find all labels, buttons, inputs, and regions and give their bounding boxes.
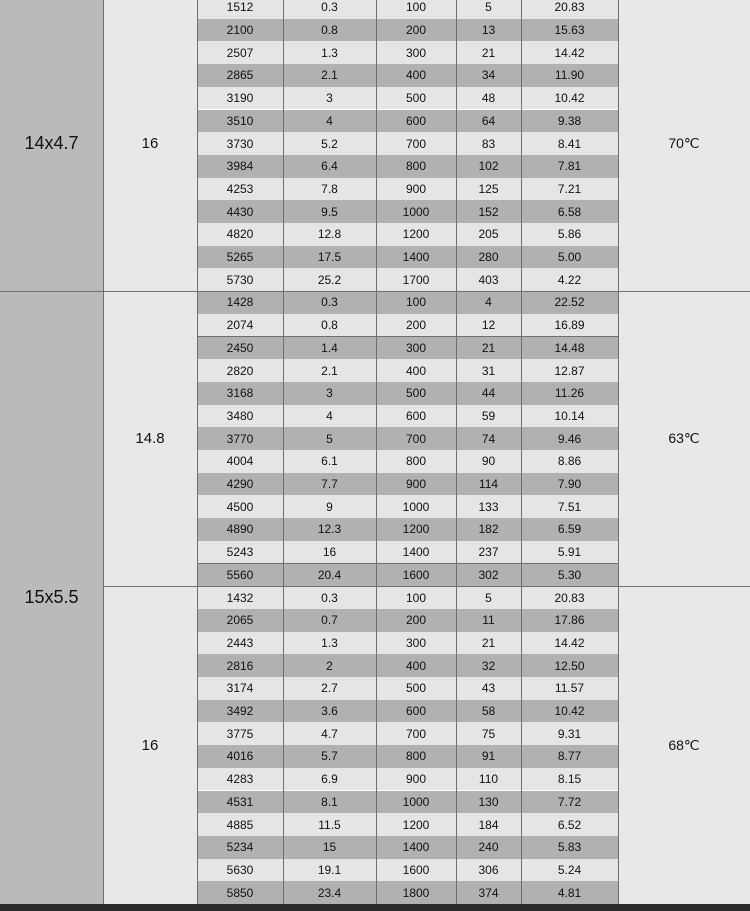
data-col-5-cell: 7.90	[521, 473, 618, 496]
data-col-1-cell: 4531	[197, 791, 283, 814]
data-col-3-cell: 200	[376, 19, 456, 42]
data-col-1-cell: 1428	[197, 291, 283, 314]
data-col-5-cell: 6.52	[521, 813, 618, 836]
data-col-3-cell: 700	[376, 427, 456, 450]
data-col-1-cell: 3510	[197, 110, 283, 133]
data-col-5-cell: 9.38	[521, 110, 618, 133]
data-col-2-cell: 4	[283, 110, 376, 133]
data-col-4-cell: 302	[456, 564, 521, 587]
data-col-4-cell: 403	[456, 268, 521, 291]
data-col-4-cell: 83	[456, 132, 521, 155]
data-col-2-cell: 2.1	[283, 359, 376, 382]
data-col-4-cell: 130	[456, 791, 521, 814]
data-col-4-cell: 21	[456, 41, 521, 64]
data-col-2-cell: 2.1	[283, 64, 376, 87]
data-col-3-cell: 100	[376, 0, 456, 19]
data-col-5-cell: 20.83	[521, 0, 618, 19]
data-col-1-cell: 4004	[197, 450, 283, 473]
voltage-cell: 16	[103, 586, 197, 904]
data-col-3-cell: 1700	[376, 268, 456, 291]
data-col-3-cell: 500	[376, 87, 456, 110]
data-col-1-cell: 4290	[197, 473, 283, 496]
group-separator	[0, 291, 750, 292]
data-col-2-cell: 4	[283, 405, 376, 428]
data-col-2-cell: 25.2	[283, 268, 376, 291]
data-col-2-cell: 23.4	[283, 881, 376, 904]
data-col-2-cell: 2.7	[283, 677, 376, 700]
data-col-3-cell: 1000	[376, 200, 456, 223]
data-col-3-cell: 200	[376, 609, 456, 632]
data-col-5-cell: 4.81	[521, 881, 618, 904]
data-col-2-cell: 12.8	[283, 223, 376, 246]
data-col-1-cell: 4890	[197, 518, 283, 541]
data-col-3-cell: 500	[376, 677, 456, 700]
data-col-3-cell: 1200	[376, 813, 456, 836]
data-col-5-cell: 11.26	[521, 382, 618, 405]
data-col-5-cell: 10.42	[521, 87, 618, 110]
data-col-2-cell: 8.1	[283, 791, 376, 814]
data-col-5-cell: 12.87	[521, 359, 618, 382]
data-col-3-cell: 300	[376, 41, 456, 64]
data-col-5-cell: 22.52	[521, 291, 618, 314]
data-col-1-cell: 4500	[197, 495, 283, 518]
data-col-4-cell: 280	[456, 246, 521, 269]
data-col-2-cell: 17.5	[283, 246, 376, 269]
data-col-2-cell: 0.3	[283, 0, 376, 19]
data-col-1-cell: 4253	[197, 178, 283, 201]
data-col-5-cell: 5.83	[521, 836, 618, 859]
data-col-5-cell: 7.51	[521, 495, 618, 518]
data-col-3-cell: 600	[376, 405, 456, 428]
data-col-1-cell: 4885	[197, 813, 283, 836]
data-col-2-cell: 0.3	[283, 291, 376, 314]
data-col-5-cell: 8.77	[521, 745, 618, 768]
temperature-cell: 70℃	[618, 0, 750, 291]
data-col-1-cell: 4283	[197, 768, 283, 791]
data-col-4-cell: 75	[456, 722, 521, 745]
data-col-3-cell: 1200	[376, 518, 456, 541]
data-col-5-cell: 15.63	[521, 19, 618, 42]
data-col-3-cell: 900	[376, 178, 456, 201]
data-col-1-cell: 3480	[197, 405, 283, 428]
data-col-5-cell: 6.58	[521, 200, 618, 223]
data-col-5-cell: 14.42	[521, 632, 618, 655]
data-col-4-cell: 90	[456, 450, 521, 473]
data-col-5-cell: 4.22	[521, 268, 618, 291]
data-col-2-cell: 12.3	[283, 518, 376, 541]
data-col-1-cell: 2443	[197, 632, 283, 655]
data-col-5-cell: 5.30	[521, 564, 618, 587]
data-col-4-cell: 43	[456, 677, 521, 700]
data-col-4-cell: 125	[456, 178, 521, 201]
data-col-3-cell: 900	[376, 473, 456, 496]
data-col-1-cell: 3984	[197, 155, 283, 178]
data-col-3-cell: 400	[376, 359, 456, 382]
data-col-1-cell: 5630	[197, 859, 283, 882]
data-col-4-cell: 21	[456, 337, 521, 360]
data-col-5-cell: 8.86	[521, 450, 618, 473]
data-col-4-cell: 184	[456, 813, 521, 836]
data-col-2-cell: 6.1	[283, 450, 376, 473]
data-col-5-cell: 16.89	[521, 314, 618, 337]
data-col-4-cell: 21	[456, 632, 521, 655]
data-col-1-cell: 2507	[197, 41, 283, 64]
data-col-1-cell: 3190	[197, 87, 283, 110]
data-col-1-cell: 5560	[197, 564, 283, 587]
data-col-1-cell: 3174	[197, 677, 283, 700]
column-separator	[618, 0, 619, 904]
data-col-4-cell: 205	[456, 223, 521, 246]
data-col-4-cell: 32	[456, 654, 521, 677]
data-col-4-cell: 240	[456, 836, 521, 859]
data-col-3-cell: 1800	[376, 881, 456, 904]
column-separator	[376, 0, 377, 904]
data-col-2-cell: 9.5	[283, 200, 376, 223]
data-col-4-cell: 374	[456, 881, 521, 904]
data-col-1-cell: 1432	[197, 586, 283, 609]
data-col-4-cell: 11	[456, 609, 521, 632]
data-col-2-cell: 5.2	[283, 132, 376, 155]
data-col-3-cell: 1200	[376, 223, 456, 246]
data-col-5-cell: 10.14	[521, 405, 618, 428]
data-col-2-cell: 11.5	[283, 813, 376, 836]
data-col-3-cell: 700	[376, 722, 456, 745]
data-col-1-cell: 3492	[197, 700, 283, 723]
data-col-5-cell: 8.15	[521, 768, 618, 791]
model-cell: 15x5.5	[0, 291, 103, 904]
column-separator	[521, 0, 522, 904]
voltage-cell: 16	[103, 0, 197, 291]
data-col-3-cell: 900	[376, 768, 456, 791]
data-col-5-cell: 17.86	[521, 609, 618, 632]
column-separator	[456, 0, 457, 904]
data-col-1-cell: 4430	[197, 200, 283, 223]
data-col-4-cell: 12	[456, 314, 521, 337]
data-col-3-cell: 1600	[376, 859, 456, 882]
data-col-5-cell: 5.86	[521, 223, 618, 246]
data-col-5-cell: 5.00	[521, 246, 618, 269]
data-col-5-cell: 5.24	[521, 859, 618, 882]
data-col-2-cell: 3	[283, 382, 376, 405]
data-col-5-cell: 9.31	[521, 722, 618, 745]
data-col-1-cell: 2816	[197, 654, 283, 677]
temperature-cell: 63℃	[618, 291, 750, 586]
data-col-5-cell: 5.91	[521, 541, 618, 564]
data-col-2-cell: 0.3	[283, 586, 376, 609]
data-col-3-cell: 300	[376, 632, 456, 655]
data-col-2-cell: 0.8	[283, 314, 376, 337]
data-col-2-cell: 16	[283, 541, 376, 564]
data-col-2-cell: 3.6	[283, 700, 376, 723]
data-col-5-cell: 20.83	[521, 586, 618, 609]
data-col-1-cell: 3775	[197, 722, 283, 745]
data-col-5-cell: 8.41	[521, 132, 618, 155]
data-col-3-cell: 200	[376, 314, 456, 337]
data-col-4-cell: 64	[456, 110, 521, 133]
data-col-2-cell: 1.3	[283, 632, 376, 655]
data-col-1-cell: 4820	[197, 223, 283, 246]
data-col-2-cell: 2	[283, 654, 376, 677]
temperature-cell: 68℃	[618, 586, 750, 904]
data-col-3-cell: 300	[376, 337, 456, 360]
data-col-5-cell: 7.81	[521, 155, 618, 178]
data-col-2-cell: 15	[283, 836, 376, 859]
data-col-2-cell: 9	[283, 495, 376, 518]
data-col-4-cell: 48	[456, 87, 521, 110]
data-col-4-cell: 5	[456, 586, 521, 609]
data-col-5-cell: 14.42	[521, 41, 618, 64]
data-col-1-cell: 3730	[197, 132, 283, 155]
data-col-1-cell: 1512	[197, 0, 283, 19]
data-col-4-cell: 306	[456, 859, 521, 882]
data-col-1-cell: 4016	[197, 745, 283, 768]
data-col-4-cell: 110	[456, 768, 521, 791]
bottom-border-bar	[0, 904, 750, 911]
subgroup-separator	[103, 586, 750, 587]
data-col-4-cell: 74	[456, 427, 521, 450]
model-cell: 14x4.7	[0, 0, 103, 291]
data-col-2-cell: 1.3	[283, 41, 376, 64]
data-col-3-cell: 100	[376, 291, 456, 314]
data-col-4-cell: 58	[456, 700, 521, 723]
data-col-4-cell: 102	[456, 155, 521, 178]
data-col-2-cell: 0.7	[283, 609, 376, 632]
data-col-2-cell: 5.7	[283, 745, 376, 768]
data-col-4-cell: 182	[456, 518, 521, 541]
data-col-1-cell: 3168	[197, 382, 283, 405]
data-col-4-cell: 34	[456, 64, 521, 87]
data-col-2-cell: 3	[283, 87, 376, 110]
data-col-4-cell: 91	[456, 745, 521, 768]
data-col-4-cell: 44	[456, 382, 521, 405]
data-col-4-cell: 114	[456, 473, 521, 496]
data-col-2-cell: 20.4	[283, 564, 376, 587]
data-col-5-cell: 10.42	[521, 700, 618, 723]
data-col-1-cell: 2865	[197, 64, 283, 87]
voltage-cell: 14.8	[103, 291, 197, 586]
data-col-1-cell: 5243	[197, 541, 283, 564]
data-col-3-cell: 500	[376, 382, 456, 405]
data-col-5-cell: 11.90	[521, 64, 618, 87]
column-separator	[283, 0, 284, 904]
data-col-2-cell: 7.7	[283, 473, 376, 496]
data-col-3-cell: 700	[376, 132, 456, 155]
data-col-4-cell: 152	[456, 200, 521, 223]
data-col-3-cell: 1600	[376, 564, 456, 587]
data-col-5-cell: 9.46	[521, 427, 618, 450]
data-col-3-cell: 400	[376, 64, 456, 87]
data-col-1-cell: 2100	[197, 19, 283, 42]
data-col-4-cell: 59	[456, 405, 521, 428]
data-col-2-cell: 0.8	[283, 19, 376, 42]
data-col-3-cell: 600	[376, 110, 456, 133]
data-col-3-cell: 100	[376, 586, 456, 609]
data-col-1-cell: 5730	[197, 268, 283, 291]
data-col-3-cell: 800	[376, 450, 456, 473]
data-col-2-cell: 6.4	[283, 155, 376, 178]
data-col-2-cell: 19.1	[283, 859, 376, 882]
data-col-1-cell: 2065	[197, 609, 283, 632]
data-col-3-cell: 1000	[376, 495, 456, 518]
data-col-2-cell: 6.9	[283, 768, 376, 791]
data-col-4-cell: 4	[456, 291, 521, 314]
data-col-2-cell: 5	[283, 427, 376, 450]
data-col-5-cell: 11.57	[521, 677, 618, 700]
data-col-5-cell: 7.72	[521, 791, 618, 814]
data-col-1-cell: 2450	[197, 337, 283, 360]
data-col-2-cell: 7.8	[283, 178, 376, 201]
data-col-2-cell: 4.7	[283, 722, 376, 745]
data-col-3-cell: 400	[376, 654, 456, 677]
data-col-1-cell: 2820	[197, 359, 283, 382]
data-col-1-cell: 2074	[197, 314, 283, 337]
data-col-3-cell: 1400	[376, 541, 456, 564]
column-separator	[103, 0, 104, 904]
data-col-1-cell: 5850	[197, 881, 283, 904]
data-col-2-cell: 1.4	[283, 337, 376, 360]
data-col-3-cell: 1000	[376, 791, 456, 814]
data-col-4-cell: 31	[456, 359, 521, 382]
data-col-5-cell: 7.21	[521, 178, 618, 201]
data-col-3-cell: 800	[376, 745, 456, 768]
data-col-5-cell: 14.48	[521, 337, 618, 360]
data-col-4-cell: 13	[456, 19, 521, 42]
data-col-3-cell: 1400	[376, 836, 456, 859]
column-separator	[197, 0, 198, 904]
data-col-3-cell: 1400	[376, 246, 456, 269]
data-col-3-cell: 800	[376, 155, 456, 178]
data-col-1-cell: 5234	[197, 836, 283, 859]
data-col-1-cell: 5265	[197, 246, 283, 269]
data-col-4-cell: 133	[456, 495, 521, 518]
data-col-5-cell: 12.50	[521, 654, 618, 677]
data-col-4-cell: 237	[456, 541, 521, 564]
data-col-1-cell: 3770	[197, 427, 283, 450]
data-col-5-cell: 6.59	[521, 518, 618, 541]
data-col-4-cell: 5	[456, 0, 521, 19]
data-col-3-cell: 600	[376, 700, 456, 723]
